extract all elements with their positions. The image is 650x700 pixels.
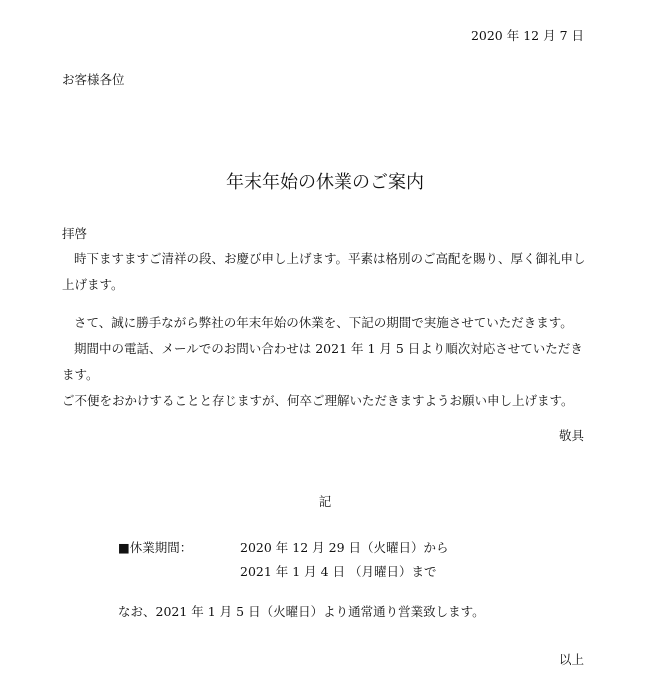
body-line-inquiry-notice: 期間中の電話、メールでのお問い合わせは 2021 年 1 月 5 日より順次対応させていただきます。 bbox=[62, 341, 583, 382]
document-date: 2020 年 12 月 7 日 bbox=[470, 28, 584, 43]
end-mark: 以上 bbox=[558, 652, 584, 667]
closure-period-start: 2020 年 12 月 29 日（火曜日）から bbox=[240, 540, 449, 555]
closure-period-label: ■休業期間： bbox=[118, 540, 193, 555]
body-paragraph-1: 時下ますますご清祥の段、お慶び申し上げます。平素は格別のご高配を賜り、厚く御礼申し上げます。 bbox=[62, 251, 586, 292]
opening-greeting: 拝啓 bbox=[62, 226, 88, 241]
closing-remark: 敬具 bbox=[558, 428, 584, 443]
body-line-closure-notice: さて、誠に勝手ながら弊社の年末年始の休業を、下記の期間で実施させていただきます。 bbox=[74, 315, 573, 330]
closure-period-end: 2021 年 1 月 4 日 （月曜日）まで bbox=[240, 564, 437, 579]
recipient: お客様各位 bbox=[62, 72, 125, 87]
body-line-apology: ご不便をおかけすることと存じますが、何卒ご理解いただきますようお願い申し上げます。 bbox=[62, 393, 574, 408]
document-title: 年末年始の休業のご案内 bbox=[226, 172, 424, 193]
resume-business-note: なお、2021 年 1 月 5 日（火曜日）より通常通り営業致します。 bbox=[118, 604, 485, 619]
body-paragraph-2 bbox=[62, 310, 590, 414]
ki-heading: 記 bbox=[318, 494, 332, 509]
